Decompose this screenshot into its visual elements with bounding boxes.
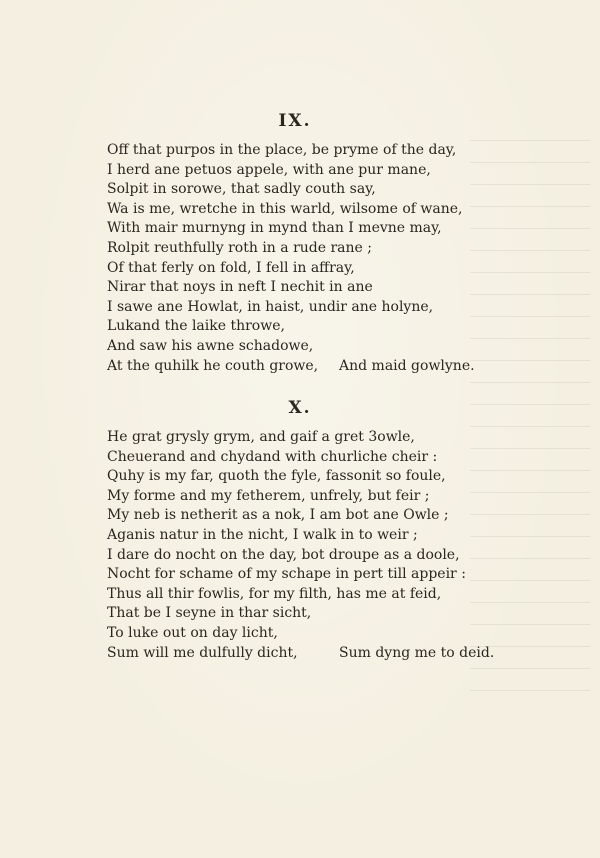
stanza-heading-roman-numeral: X. (288, 398, 312, 418)
verse-line: To luke out on day licht, (107, 624, 278, 641)
verse-line: Rolpit reuthfully roth in a rude rane ; (107, 239, 372, 256)
verse-line: Aganis natur in the nicht, I walk in to weir ; (107, 526, 418, 543)
verse-line: My forme and my fetherem, unfrely, but feir ; (107, 487, 430, 504)
verse-line: I sawe ane Howlat, in haist, undir ane holyne, (107, 298, 434, 315)
verse-line: Solpit in sorowe, that sadly couth say, (107, 181, 376, 198)
verse-line-final-first-half: Sum will me dulfully dicht, (107, 644, 298, 661)
verse-line: Quhy is my far, quoth the fyle, fassonit so foule, (107, 468, 446, 485)
bleed-through-texture (470, 140, 590, 700)
verse-line: Cheuerand and chydand with churliche cheir : (107, 448, 438, 465)
verse-line-final (107, 357, 487, 377)
verse-line: Lukand the laike throwe, (107, 318, 285, 335)
verse-line: I dare do nocht on the day, bot droupe as a doole, (107, 546, 460, 563)
verse-line: Nirar that noys in neft I nechit in ane (107, 279, 373, 296)
verse-line: Of that ferly on fold, I fell in affray, (107, 259, 355, 276)
verse-line: Off that purpos in the place, be pryme of the day, (107, 142, 457, 158)
stanza-heading-roman-numeral: IX. (278, 111, 312, 131)
verse-line: My neb is netherit as a nok, I am bot ane Owle ; (107, 507, 449, 524)
stanza-1 (107, 141, 487, 376)
verse-line: And saw his awne schadowe, (107, 337, 314, 354)
verse-line: Nocht for schame of my schape in pert till appeir : (107, 566, 466, 583)
verse-line: That be I seyne in thar sicht, (107, 605, 312, 622)
stanza-2 (107, 428, 495, 663)
verse-line: I herd ane petuos appele, with ane pur mane, (107, 161, 431, 178)
verse-line-final (107, 644, 495, 664)
verse-line-final-first-half: At the quhilk he couth growe, (107, 357, 319, 374)
verse-line: Wa is me, wretche in this warld, wilsome of wane, (107, 200, 463, 217)
verse-line: Thus all thir fowlis, for my filth, has me at feid, (107, 585, 442, 602)
verse-line-final-second-half: And maid gowlyne. (339, 357, 475, 374)
verse-line: He grat grysly grym, and gaif a gret 3owle, (107, 429, 415, 445)
verse-line: With mair murnyng in mynd than I mevne may, (107, 220, 442, 237)
verse-line-final-second-half: Sum dyng me to deid. (339, 644, 495, 661)
